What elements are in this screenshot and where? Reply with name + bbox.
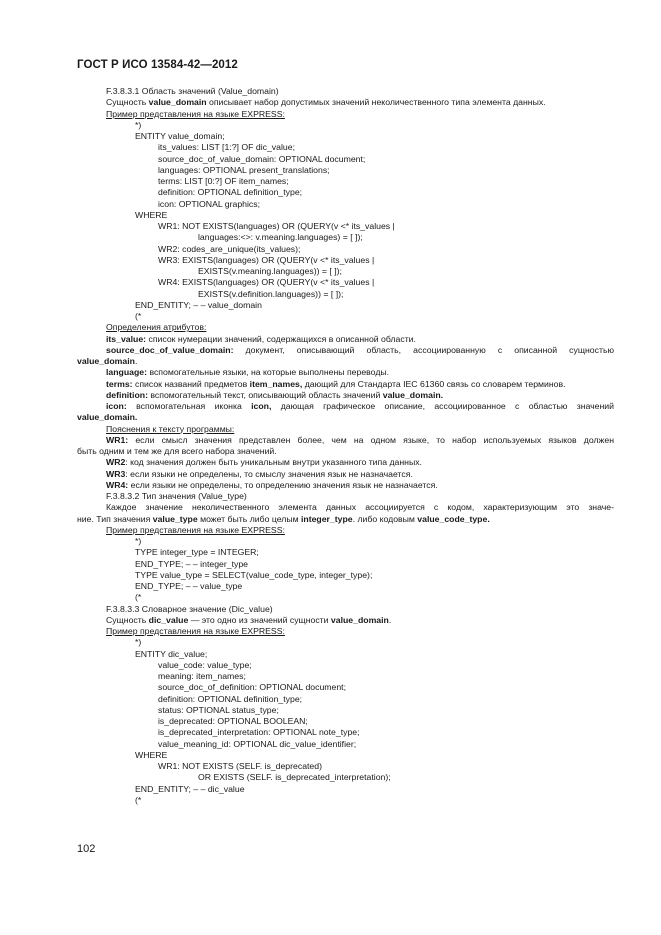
text-span: WR4: EXISTS(languages) OR (QUERY(v <* its_values | xyxy=(158,277,375,288)
text-span: список названий предметов xyxy=(132,378,250,389)
underlined-heading: Пример представления на языке EXPRESS: xyxy=(106,524,285,535)
text-span: : код значения должен быть уникальным внутри указанного типа данных. xyxy=(125,457,422,468)
text-line xyxy=(77,255,614,266)
text-line xyxy=(77,604,614,615)
text-span: F.3.8.3.2 Тип значения (Value_type) xyxy=(106,491,247,501)
text-span: WHERE xyxy=(135,209,168,220)
bold-term: definition: xyxy=(106,389,148,400)
underlined-heading: Пояснения к тексту программы: xyxy=(106,423,235,434)
text-line xyxy=(77,480,614,491)
text-line xyxy=(77,412,614,423)
text-span: Сущность xyxy=(106,614,149,625)
bold-term: WR4: xyxy=(106,479,129,490)
text-line xyxy=(77,671,614,682)
bold-term: icon: xyxy=(106,401,127,411)
text-span: ENTITY value_domain; xyxy=(135,131,225,141)
text-span: дающий для Стандарта IEC 61360 связь со словарем терминов. xyxy=(302,378,566,389)
text-span: если смысл значения представлен более, чем на одном языке, то набор используемых языков должен xyxy=(128,434,614,445)
bold-term: item_names, xyxy=(249,378,303,389)
text-span: *) xyxy=(135,536,142,546)
text-span: (* xyxy=(135,794,142,805)
text-line xyxy=(77,199,614,210)
text-line xyxy=(77,682,614,693)
text-line xyxy=(77,109,614,120)
text-span: is_deprecated_interpretation: OPTIONAL note_type; xyxy=(158,727,360,738)
bold-term: value_domain. xyxy=(77,412,138,423)
bold-term: value_domain. xyxy=(382,389,444,400)
text-line xyxy=(77,300,614,311)
text-span: WR2: codes_are_unique(its_values); xyxy=(158,243,301,254)
text-span: F.3.8.3.1 Область значений (Value_domain) xyxy=(106,86,279,96)
text-line xyxy=(77,165,614,176)
text-span: meaning: item_names; xyxy=(158,671,246,681)
document-body xyxy=(77,86,614,806)
text-line xyxy=(77,210,614,221)
text-span: END_TYPE; – – value_type xyxy=(135,581,243,591)
text-span: definition: OPTIONAL definition_type; xyxy=(158,187,303,198)
text-line xyxy=(77,592,614,603)
bold-term: value_code_type. xyxy=(417,513,490,524)
underlined-heading: Определения атрибутов: xyxy=(106,322,207,333)
document-header: ГОСТ Р ИСО 13584-42—2012 xyxy=(77,59,238,71)
text-line xyxy=(77,401,614,412)
text-span: ENTITY dic_value; xyxy=(135,648,208,659)
text-span: EXISTS(v.definition.languages)) = [ ]); xyxy=(198,288,344,299)
text-span: описывает набор допустимых значений неколичественного типа элемента данных. xyxy=(206,97,546,108)
text-span: вспомогательная иконка xyxy=(126,401,252,411)
text-line xyxy=(77,221,614,232)
text-line xyxy=(77,502,614,513)
text-line xyxy=(77,154,614,165)
underlined-heading: Пример представления на языке EXPRESS: xyxy=(106,108,285,119)
text-line xyxy=(77,615,614,626)
text-line xyxy=(77,469,614,480)
text-line xyxy=(77,626,614,637)
text-line xyxy=(77,514,614,525)
bold-term: WR1: xyxy=(106,434,129,445)
text-span: (* xyxy=(135,592,142,603)
text-span: (* xyxy=(135,311,142,321)
text-span: — это одно из значений сущности xyxy=(188,614,331,625)
text-span: дающая графическое описание, ассоциированное с областью значений xyxy=(271,401,614,411)
text-span: WR1: NOT EXISTS(languages) OR (QUERY(v <* its_values | xyxy=(158,221,395,231)
bold-term: value_domain xyxy=(148,97,207,108)
text-span: languages:<>: v.meaning.languages) = [ ]); xyxy=(198,232,363,243)
text-line xyxy=(77,491,614,502)
text-line xyxy=(77,795,614,806)
text-span: source_doc_of_value_domain: OPTIONAL document; xyxy=(158,153,366,164)
text-span: . xyxy=(388,614,392,625)
text-span: быть одним и тем же для всего набора значений. xyxy=(77,446,277,456)
text-span: TYPE integer_type = INTEGER; xyxy=(135,547,259,558)
bold-term: value_domain xyxy=(77,356,135,366)
text-line xyxy=(77,334,614,345)
text-span: languages: OPTIONAL present_translations; xyxy=(158,164,330,175)
bold-term: WR2 xyxy=(106,457,126,468)
text-line xyxy=(77,547,614,558)
text-span: its_values: LIST [1:?] OF dic_value; xyxy=(158,142,295,153)
text-line xyxy=(77,761,614,772)
text-line xyxy=(77,559,614,570)
text-span: документ, описывающий область, ассоциированную с описанной сущностью xyxy=(233,344,614,355)
text-span: WR3: EXISTS(languages) OR (QUERY(v <* its_values | xyxy=(158,254,375,265)
text-line xyxy=(77,739,614,750)
text-line xyxy=(77,187,614,198)
text-line xyxy=(77,176,614,187)
bold-term: value_domain xyxy=(330,614,389,625)
text-line xyxy=(77,390,614,401)
text-span: . либо кодовым xyxy=(352,513,418,524)
text-line xyxy=(77,446,614,457)
text-span: status: OPTIONAL status_type; xyxy=(158,704,279,715)
text-span: terms: LIST [0:?] OF item_names; xyxy=(158,176,289,186)
bold-term: language: xyxy=(106,367,148,378)
text-span: WR1: NOT EXISTS (SELF. is_deprecated) xyxy=(158,761,322,771)
text-line xyxy=(77,120,614,131)
bold-term: dic_value xyxy=(148,614,189,625)
text-line xyxy=(77,525,614,536)
text-line xyxy=(77,289,614,300)
bold-term: value_type xyxy=(152,513,198,524)
text-line xyxy=(77,727,614,738)
text-line xyxy=(77,750,614,761)
text-line xyxy=(77,784,614,795)
bold-term: terms: xyxy=(106,378,133,389)
text-line xyxy=(77,86,614,97)
underlined-heading: Пример представления на языке EXPRESS: xyxy=(106,626,285,636)
page-number: 102 xyxy=(77,843,96,855)
text-line xyxy=(77,277,614,288)
text-line xyxy=(77,660,614,671)
text-span: . xyxy=(134,356,138,366)
text-line xyxy=(77,435,614,446)
text-span: : если языки не определены, то смыслу значения язык не назначается. xyxy=(125,468,413,479)
text-span: F.3.8.3.3 Словарное значение (Dic_value) xyxy=(106,603,273,614)
text-span: END_ENTITY; – – value_domain xyxy=(135,299,262,310)
text-span: END_TYPE; – – integer_type xyxy=(135,558,248,569)
text-line xyxy=(77,142,614,153)
text-line xyxy=(77,356,614,367)
text-line xyxy=(77,97,614,108)
text-span: Каждое значение неколичественного элемента данных ассоциируется с кодом, характеризующим это значе- xyxy=(106,502,614,513)
text-line xyxy=(77,345,614,356)
text-span: Сущность xyxy=(106,97,149,108)
text-line xyxy=(77,232,614,243)
text-span: value_code: value_type; xyxy=(158,659,252,670)
text-line xyxy=(77,379,614,390)
text-span: если языки не определены, то определению значения язык не назначается. xyxy=(128,479,438,490)
text-span: EXISTS(v.meaning.languages)) = [ ]); xyxy=(198,266,342,276)
text-span: definition: OPTIONAL definition_type; xyxy=(158,693,303,704)
text-line xyxy=(77,716,614,727)
text-line xyxy=(77,570,614,581)
text-line xyxy=(77,536,614,547)
text-span: OR EXISTS (SELF. is_deprecated_interpretation); xyxy=(198,772,391,783)
text-span: icon: OPTIONAL graphics; xyxy=(158,198,261,209)
text-line xyxy=(77,131,614,142)
text-span: value_meaning_id: OPTIONAL dic_value_identifier; xyxy=(158,738,357,749)
bold-term: integer_type xyxy=(300,513,353,524)
text-line xyxy=(77,581,614,592)
text-line xyxy=(77,244,614,255)
text-line xyxy=(77,637,614,648)
text-line xyxy=(77,367,614,378)
text-line xyxy=(77,705,614,716)
text-span: может быть либо целым xyxy=(197,513,301,524)
text-span: is_deprecated: OPTIONAL BOOLEAN; xyxy=(158,716,308,726)
bold-term: icon, xyxy=(251,401,272,411)
text-line xyxy=(77,649,614,660)
text-line xyxy=(77,424,614,435)
text-span: TYPE value_type = SELECT(value_code_type, integer_type); xyxy=(135,569,373,580)
bold-term: its_value: xyxy=(106,333,147,344)
text-span: *) xyxy=(135,637,142,648)
text-span: список нумерации значений, содержащихся в описанной области. xyxy=(146,333,416,344)
text-span: source_doc_of_definition: OPTIONAL document; xyxy=(158,682,347,693)
text-line xyxy=(77,311,614,322)
text-line xyxy=(77,457,614,468)
text-span: WHERE xyxy=(135,749,168,760)
text-span: ние. Тип значения xyxy=(77,513,153,524)
text-line xyxy=(77,266,614,277)
text-span: END_ENTITY; – – dic_value xyxy=(135,783,245,794)
bold-term: WR3 xyxy=(106,468,126,479)
bold-term: source_doc_of_value_domain: xyxy=(106,344,234,355)
text-line xyxy=(77,694,614,705)
text-line xyxy=(77,322,614,333)
text-span: *) xyxy=(135,119,142,130)
text-line xyxy=(77,772,614,783)
text-span: вспомогательные языки, на которые выполнены переводы. xyxy=(147,367,390,378)
text-span: вспомогательный текст, описывающий область значений xyxy=(147,389,383,400)
